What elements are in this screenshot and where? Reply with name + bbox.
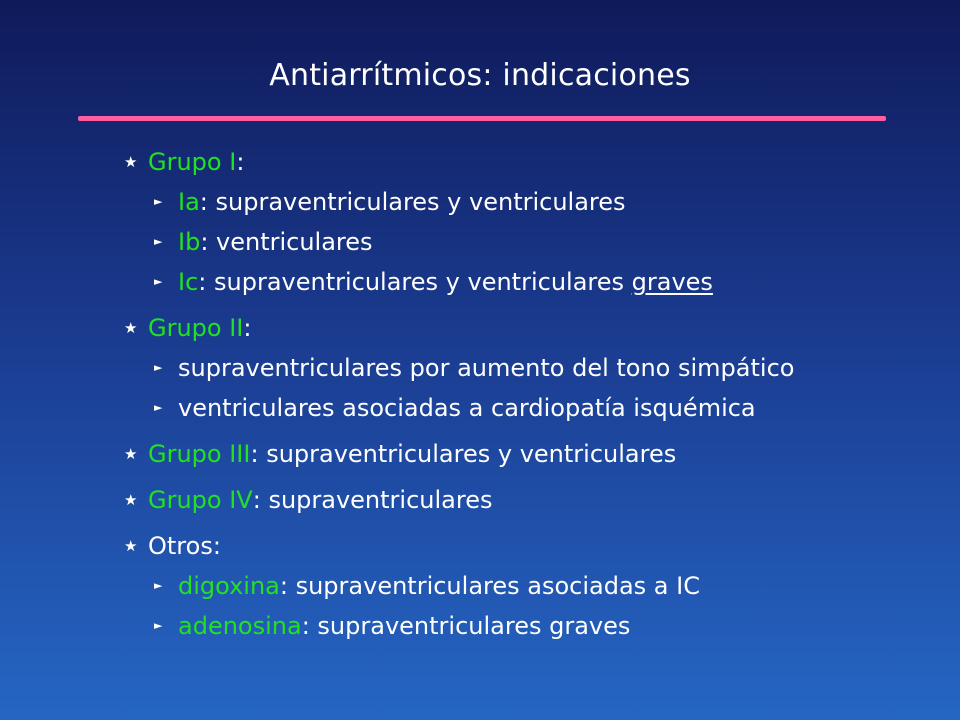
group-label: Otros: [148,532,221,560]
sub-item-text: : supraventriculares asociadas a IC [279,572,700,600]
star-icon: ★ [124,153,138,171]
sub-item-label: Ic [178,268,199,296]
sub-item-ib [154,226,924,258]
group-item-grupo-ii [124,312,924,424]
sub-list [154,570,924,642]
title-divider [78,116,886,121]
group-label: Grupo I [148,148,237,176]
group-item-otros [124,530,924,642]
sub-item-ia [154,186,924,218]
sub-item-text: : ventriculares [200,228,373,256]
arrow-icon: ► [154,401,163,414]
sub-list [154,186,924,298]
slide-title: Antiarrítmicos: indicaciones [269,58,691,93]
sub-item [154,392,924,424]
sub-item-adenosina [154,610,924,642]
arrow-icon: ► [154,275,163,288]
star-icon: ★ [124,445,138,463]
group-colon: : [252,486,261,514]
sub-item-digoxina [154,570,924,602]
arrow-icon: ► [154,361,163,374]
star-icon: ★ [124,537,138,555]
sub-list [154,352,924,424]
group-item-grupo-iii [124,438,924,470]
sub-item-label: digoxina [178,572,280,600]
group-label: Grupo II [148,314,244,342]
arrow-icon: ► [154,579,163,592]
bullet-list [124,146,924,656]
sub-item-text: : supraventriculares y ventriculares [198,268,632,296]
group-colon: : [236,148,245,176]
sub-item-label: Ia [178,188,200,216]
group-text: supraventriculares y ventriculares [258,440,677,468]
sub-item [154,352,924,384]
sub-item-text: ventriculares asociadas a cardiopatía isquémica [178,394,756,422]
sub-item-ic [154,266,924,298]
star-icon: ★ [124,319,138,337]
sub-item-text: supraventriculares por aumento del tono simpático [178,354,795,382]
star-icon: ★ [124,491,138,509]
group-colon: : [250,440,259,468]
group-label: Grupo III [148,440,251,468]
group-text: supraventriculares [260,486,493,514]
sub-item-text: : supraventriculares graves [301,612,631,640]
arrow-icon: ► [154,195,163,208]
arrow-icon: ► [154,619,163,632]
sub-item-label: adenosina [178,612,302,640]
group-colon: : [243,314,252,342]
sub-item-label: Ib [178,228,201,256]
arrow-icon: ► [154,235,163,248]
sub-item-text: : supraventriculares y ventriculares [199,188,626,216]
group-item-grupo-iv [124,484,924,516]
sub-item-emphasis: graves [631,268,713,296]
group-item-grupo-i [124,146,924,298]
group-label: Grupo IV [148,486,253,514]
